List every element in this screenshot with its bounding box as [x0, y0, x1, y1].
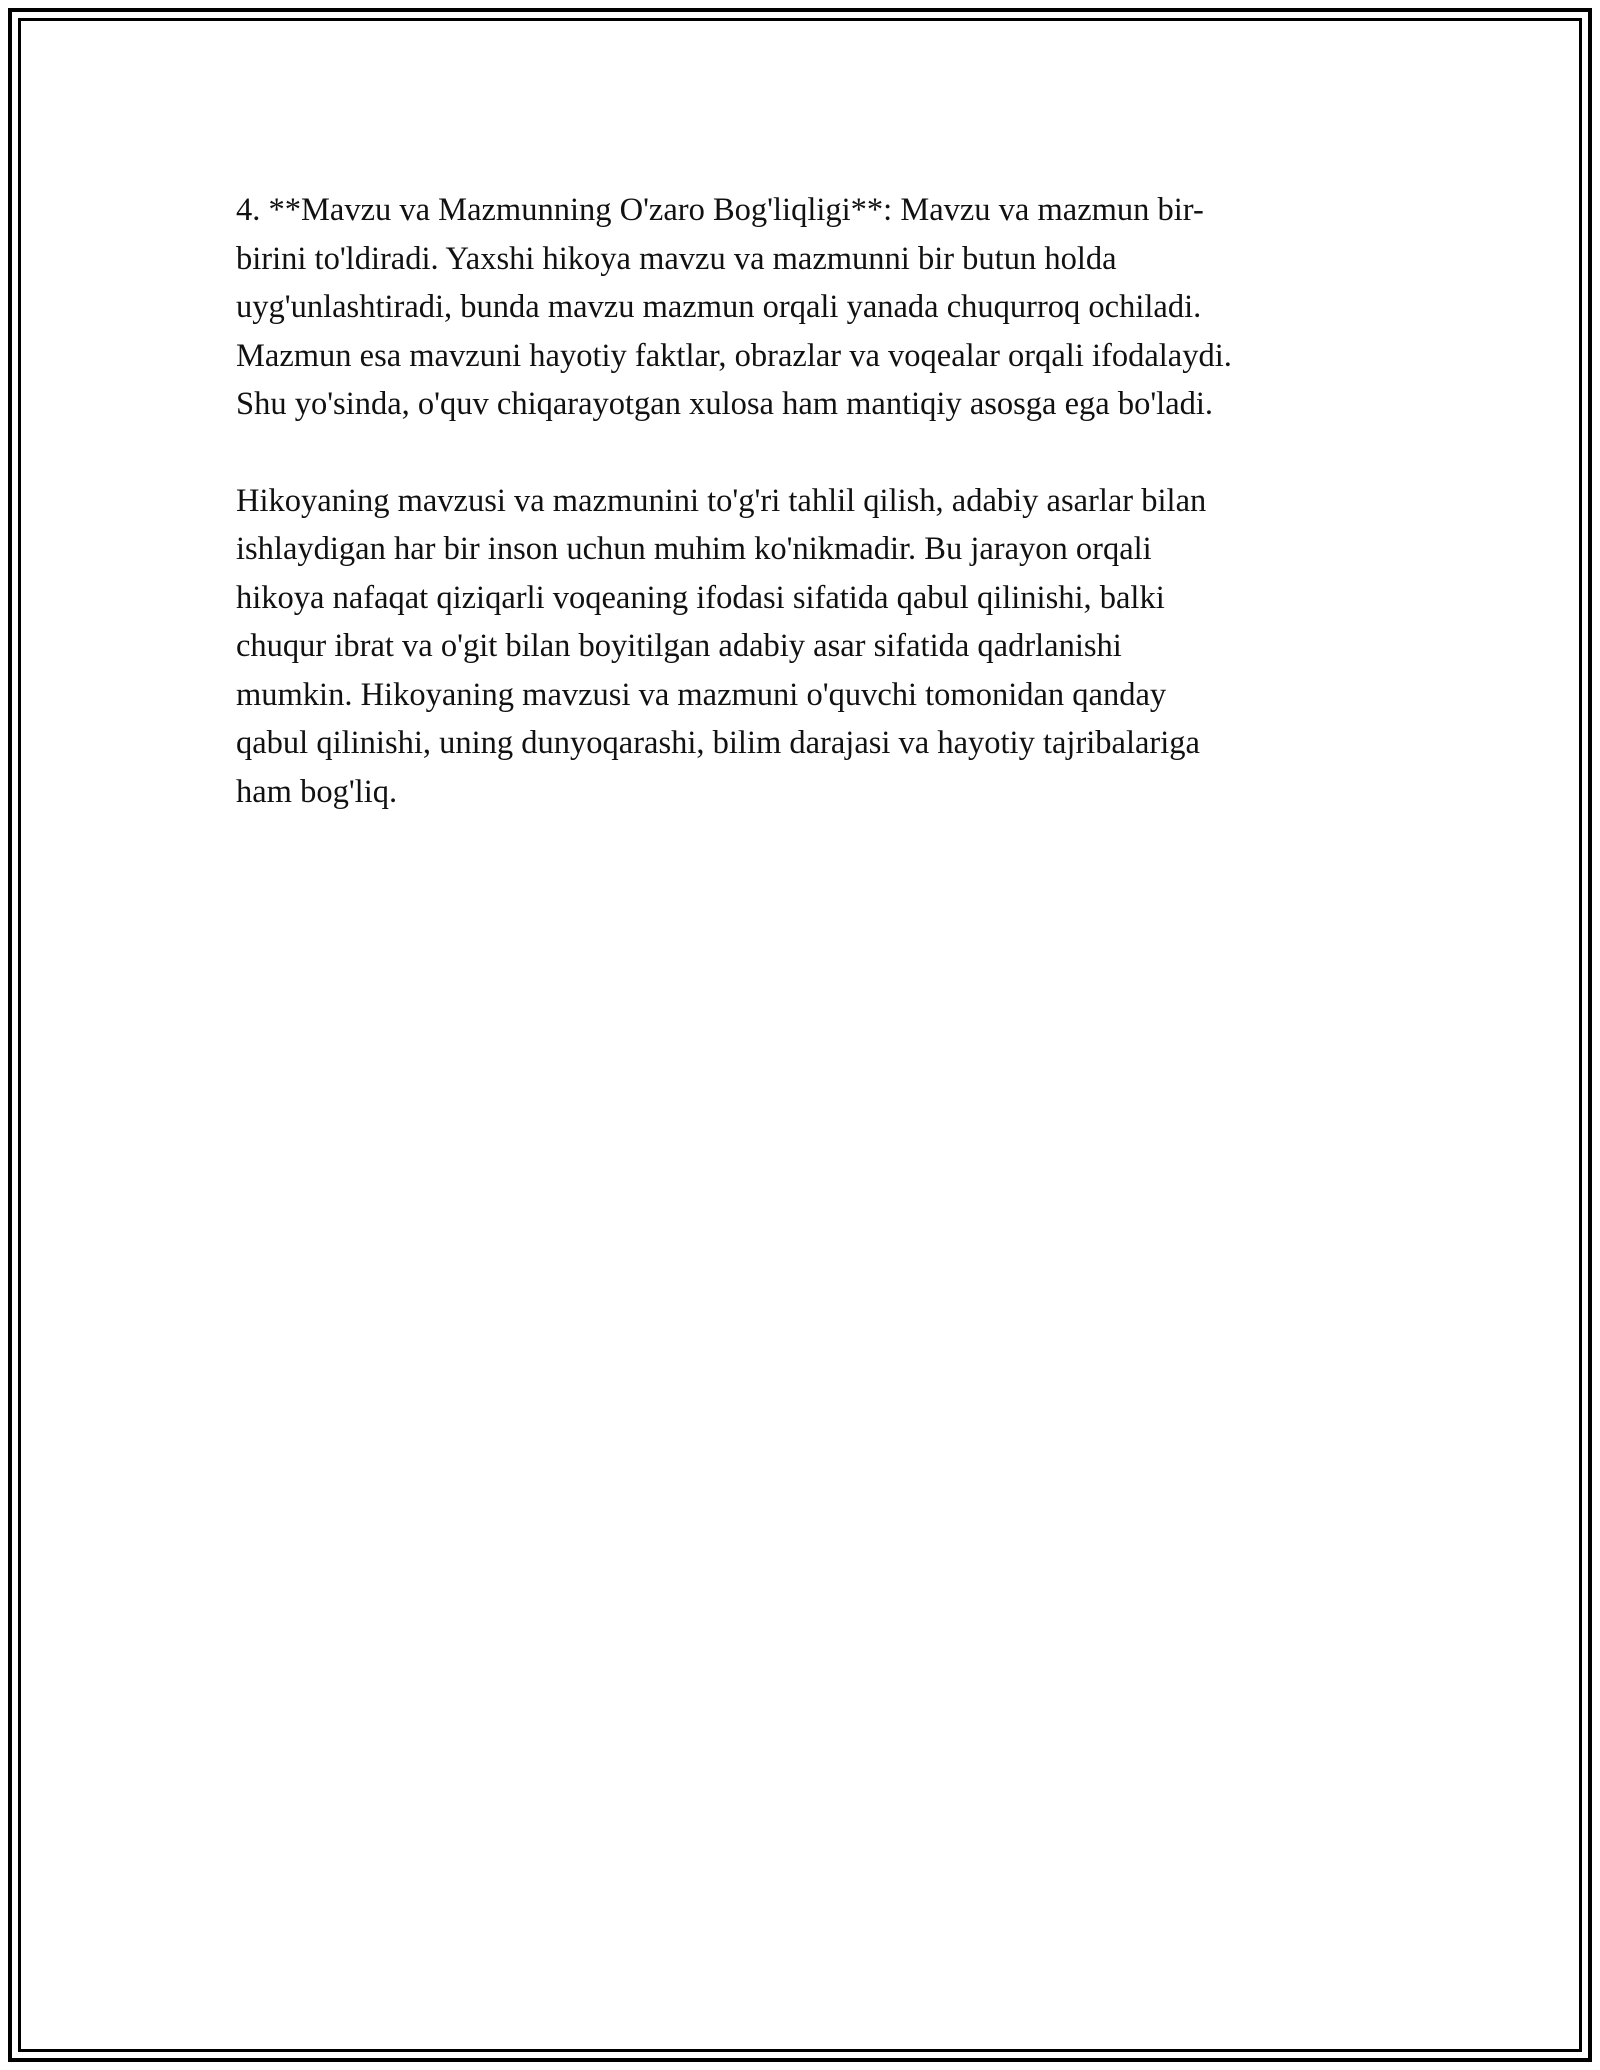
paragraph-conclusion: Hikoyaning mavzusi va mazmunini to'g'ri tahlil qilish, adabiy asarlar bilan ishlaydigan har bir inson uchun muhim ko'nikmadir. Bu jarayon orqali hikoya nafaqat qiziqarli voqeaning ifodasi sifatida qabul qilinishi, balki chuqur ibrat va o'git bilan boyitilgan adabiy asar sifatida qadrlanishi mumkin. Hikoyaning mavzusi va mazmuni o'quvchi tomonidan qanday qabul qilinishi, uning dunyoqarashi, bilim darajasi va hayotiy tajribalariga ham bog'liq. — [236, 482, 1207, 810]
paragraph-relationship: 4. **Mavzu va Mazmunning O'zaro Bog'liqligi**: Mavzu va mazmun bir- birini to'ldiradi. Yaxshi hikoya mavzu va mazmunni bir butun holda uyg'unlashtiradi, bunda mavzu mazmun orqali yanada chuqurroq ochiladi. Mazmun esa mavzuni hayotiy faktlar, obrazlar va voqealar orqali ifodalaydi. Shu yo'sinda, o'quv chiqarayotgan xulosa ham mantiqiy asosga ega bo'ladi. — [236, 192, 1232, 422]
document-body — [236, 186, 1366, 816]
